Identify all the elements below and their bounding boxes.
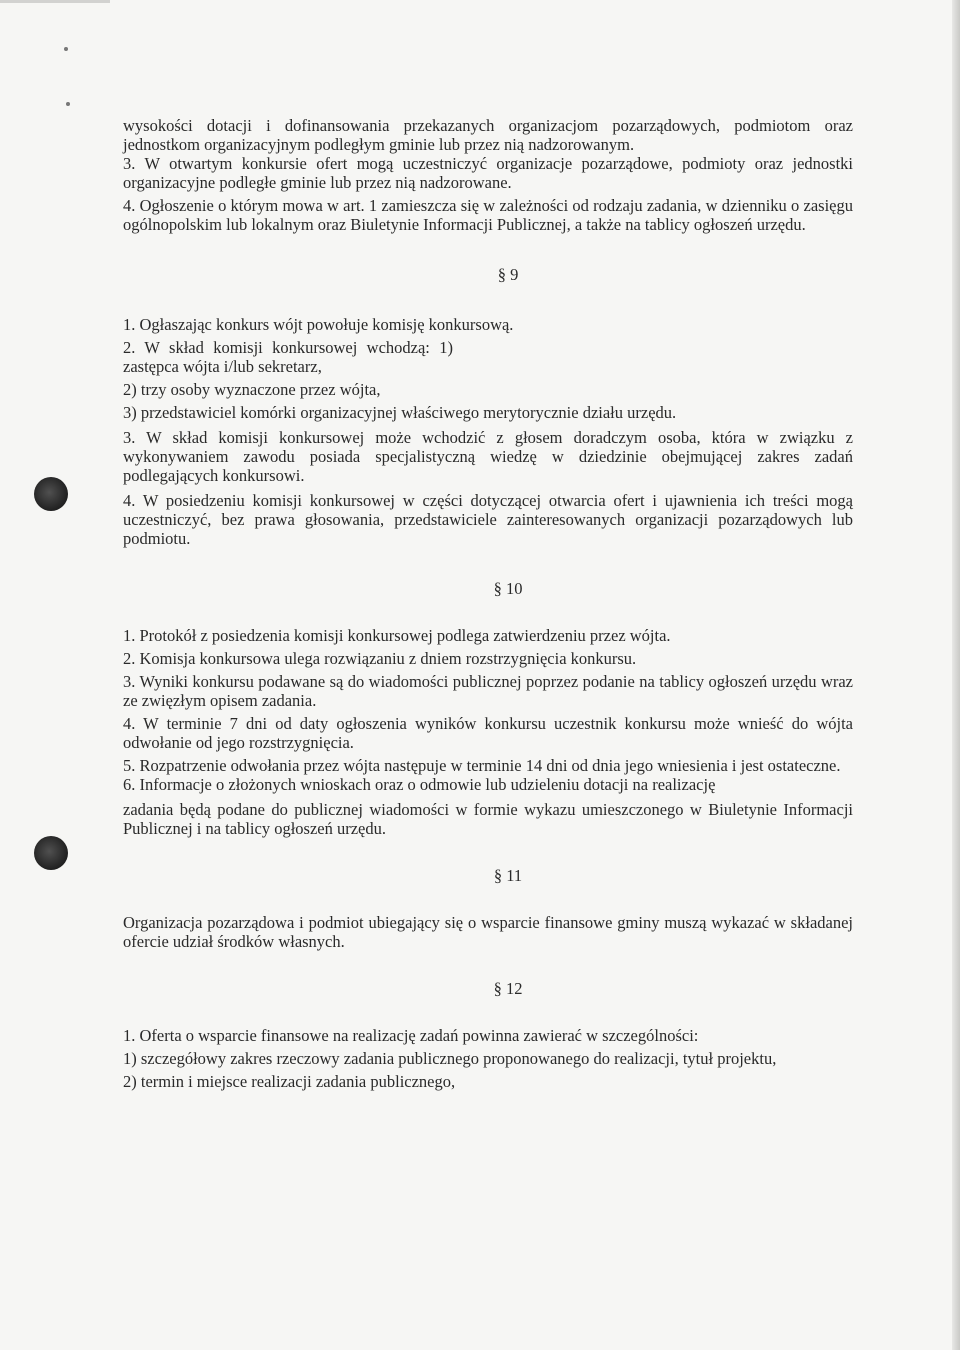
s10-item-6: 6. Informacje o złożonych wnioskach oraz o odmowie lub udzieleniu dotacji na realizację <box>123 775 716 794</box>
s10-item-5: 5. Rozpatrzenie odwołania przez wójta następuje w terminie 14 dni od dnia jego wniesienia i jest ostateczne. <box>123 756 841 775</box>
s10-item-3: 3. Wyniki konkursu podawane są do wiadomości publicznej poprzez podanie na tablicy ogłoszeń urzędu wraz ze zwięzłym opisem zadania. <box>123 672 853 710</box>
s10-item-4: 4. W terminie 7 dni od daty ogłoszenia wyników konkursu uczestnik konkursu może wnieść do wójta odwołanie od jego rozstrzygnięcia. <box>123 714 853 752</box>
s12-item-1: 1. Oferta o wsparcie finansowe na realizację zadań powinna zawierać w szczególności: <box>123 1026 699 1045</box>
section-heading-11: § 11 <box>493 866 523 885</box>
s9-item-1: 1. Ogłaszając konkurs wójt powołuje komisję konkursową. <box>123 315 514 334</box>
s9-item-2c: 3) przedstawiciel komórki organizacyjnej właściwego merytorycznie działu urzędu. <box>123 403 677 422</box>
s12-item-1-1: 1) szczegółowy zakres rzeczowy zadania publicznego proponowanego do realizacji, tytuł projektu, <box>123 1049 777 1068</box>
section-heading-10: § 10 <box>493 579 523 598</box>
paragraph-intro-1: wysokości dotacji i dofinansowania przekazanych organizacjom pozarządowych, podmiotom oraz jednostkom organizacyjnym podległym gminie lub przez nią nadzorowanym. <box>123 116 853 154</box>
paragraph-intro-4: 4. Ogłoszenie o którym mowa w art. 1 zamieszcza się w zależności od rodzaju zadania, w dzienniku o zasięgu ogólnopolskim lub lokalnym oraz Biuletynie Informacji Publicznej, a także na tablicy ogłoszeń urzędu. <box>123 196 853 234</box>
scan-speck <box>66 102 70 106</box>
punch-hole <box>34 836 68 870</box>
scan-speck <box>64 47 68 51</box>
s9-item-2b: 2) trzy osoby wyznaczone przez wójta, <box>123 380 381 399</box>
s11-text: Organizacja pozarządowa i podmiot ubiegający się o wsparcie finansowe gminy muszą wykazać w składanej ofercie udział środków własnych. <box>123 913 853 951</box>
document-body <box>123 116 853 1091</box>
section-heading-12: § 12 <box>493 979 523 998</box>
s9-item-3: 3. W skład komisji konkursowej może wchodzić z głosem doradczym osoba, która w związku z wykonywaniem zawodu posiada specjalistyczną wiedzę w dziedzinie obejmującej zakres zadań podlegających konkursowi. <box>123 428 853 485</box>
s12-item-1-2: 2) termin i miejsce realizacji zadania publicznego, <box>123 1072 456 1091</box>
punch-hole <box>34 477 68 511</box>
scan-edge-top <box>0 0 110 3</box>
section-heading-9: § 9 <box>497 265 519 284</box>
s9-item-2: 2. W skład komisji konkursowej wchodzą: 1) zastępca wójta i/lub sekretarz, <box>123 338 453 376</box>
s10-item-1: 1. Protokół z posiedzenia komisji konkursowej podlega zatwierdzeniu przez wójta. <box>123 626 671 645</box>
paragraph-intro-3: 3. W otwartym konkursie ofert mogą uczestniczyć organizacje pozarządowe, podmioty oraz jednostki organizacyjne podległe gminie lub przez nią nadzorowane. <box>123 154 853 192</box>
s9-item-4: 4. W posiedzeniu komisji konkursowej w części dotyczącej otwarcia ofert i ujawnienia ich treści mogą uczestniczyć, bez prawa głosowania, przedstawiciele zainteresowanych organizacji pozarządowych lub podmiotu. <box>123 491 853 548</box>
s10-item-6-cont: zadania będą podane do publicznej wiadomości w formie wykazu umieszczonego w Biuletynie Informacji Publicznej i na tablicy ogłoszeń urzędu. <box>123 800 853 838</box>
s10-item-2: 2. Komisja konkursowa ulega rozwiązaniu z dniem rozstrzygnięcia konkursu. <box>123 649 637 668</box>
scan-edge-right <box>952 0 960 1350</box>
